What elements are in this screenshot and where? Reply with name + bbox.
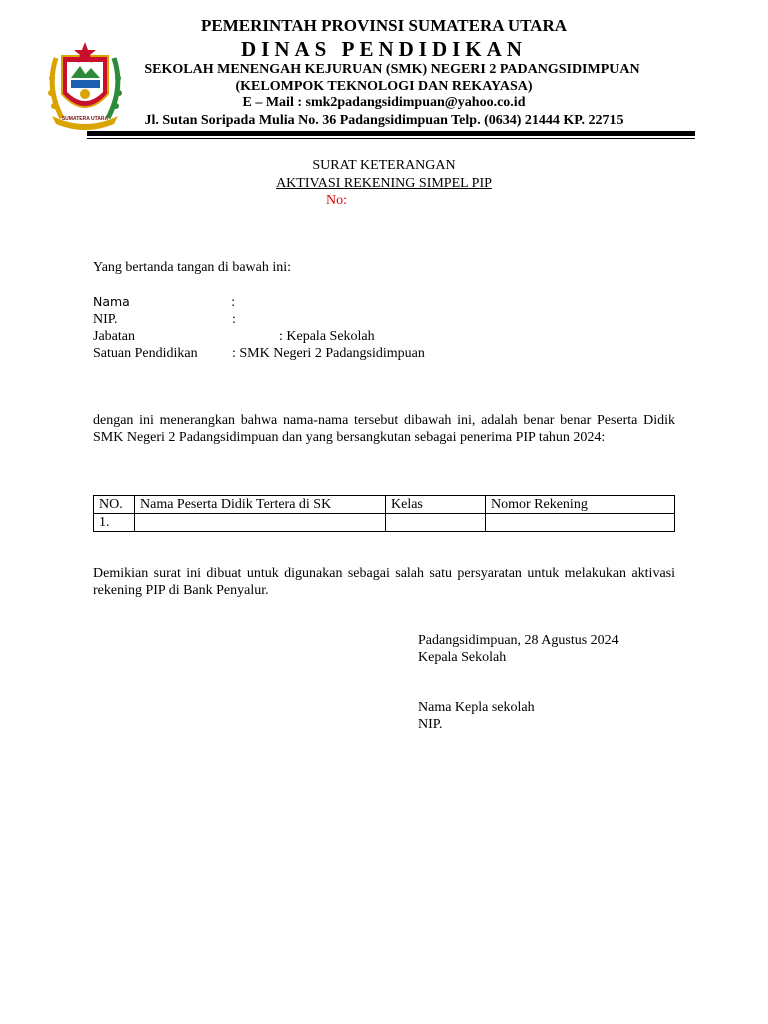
signature-place-date: Padangsidimpuan, 28 Agustus 2024 (418, 633, 619, 648)
table-cell-name (135, 514, 386, 532)
letterhead-email: E – Mail : smk2padangsidimpuan@yahoo.co.id (242, 95, 526, 110)
field-jabatan-label: Jabatan (93, 329, 135, 344)
table-header-row (94, 496, 675, 514)
document-subtitle-text: AKTIVASI REKENING SIMPEL PIP (276, 176, 492, 191)
table-cell-class (386, 514, 486, 532)
signature-name: Nama Kepla sekolah (418, 700, 535, 715)
field-nama-value: : (231, 294, 236, 309)
signature-position: Kepala Sekolah (418, 650, 507, 665)
document-number-label: No: (326, 193, 347, 208)
table-header-class: Kelas (386, 496, 486, 514)
field-jabatan-value: : Kepala Sekolah (279, 329, 375, 344)
table-header-name: Nama Peserta Didik Tertera di SK (135, 496, 386, 514)
document-subtitle (0, 176, 768, 192)
field-nama-label: Nama (93, 294, 130, 309)
field-nip-value: : (232, 312, 236, 327)
signature-nip: NIP. (418, 717, 443, 732)
letterhead-government: PEMERINTAH PROVINSI SUMATERA UTARA (201, 16, 567, 35)
table-cell-no: 1. (94, 514, 135, 532)
statement-paragraph: dengan ini menerangkan bahwa nama-nama tersebut dibawah ini, adalah benar benar Peserta Didik SMK Negeri 2 Padangsidimpuan dan yang bersangkutan sebagai penerima PIP tahun 2024: (93, 413, 675, 445)
letterhead-school-name: SEKOLAH MENENGAH KEJURUAN (SMK) NEGERI 2 PADANGSIDIMPUAN (144, 62, 640, 77)
logo-ribbon-text: SUMATERA UTARA (61, 116, 109, 122)
closing-paragraph: Demikian surat ini dibuat untuk digunakan sebagai salah satu persyaratan untuk melakukan aktivasi rekening PIP di Bank Penyalur. (93, 566, 675, 598)
table-row (94, 514, 675, 532)
document-title: SURAT KETERANGAN (312, 158, 456, 173)
field-satuan-value: : SMK Negeri 2 Padangsidimpuan (232, 346, 425, 361)
intro-text: Yang bertanda tangan di bawah ini: (93, 260, 292, 275)
table-header-account: Nomor Rekening (486, 496, 675, 514)
letterhead-thick-rule (87, 131, 695, 136)
letterhead-group: (KELOMPOK TEKNOLOGI DAN REKAYASA) (235, 79, 533, 94)
table-header-no: NO. (94, 496, 135, 514)
letterhead-address: Jl. Sutan Soripada Mulia No. 36 Padangsidimpuan Telp. (0634) 21444 KP. 22715 (144, 113, 624, 128)
student-table (93, 495, 675, 532)
field-satuan-label: Satuan Pendidikan (93, 346, 198, 361)
letterhead-agency: DINAS PENDIDIKAN (241, 37, 527, 61)
field-nip-label: NIP. (93, 312, 118, 327)
table-cell-account (486, 514, 675, 532)
letterhead-thin-rule (87, 138, 695, 139)
